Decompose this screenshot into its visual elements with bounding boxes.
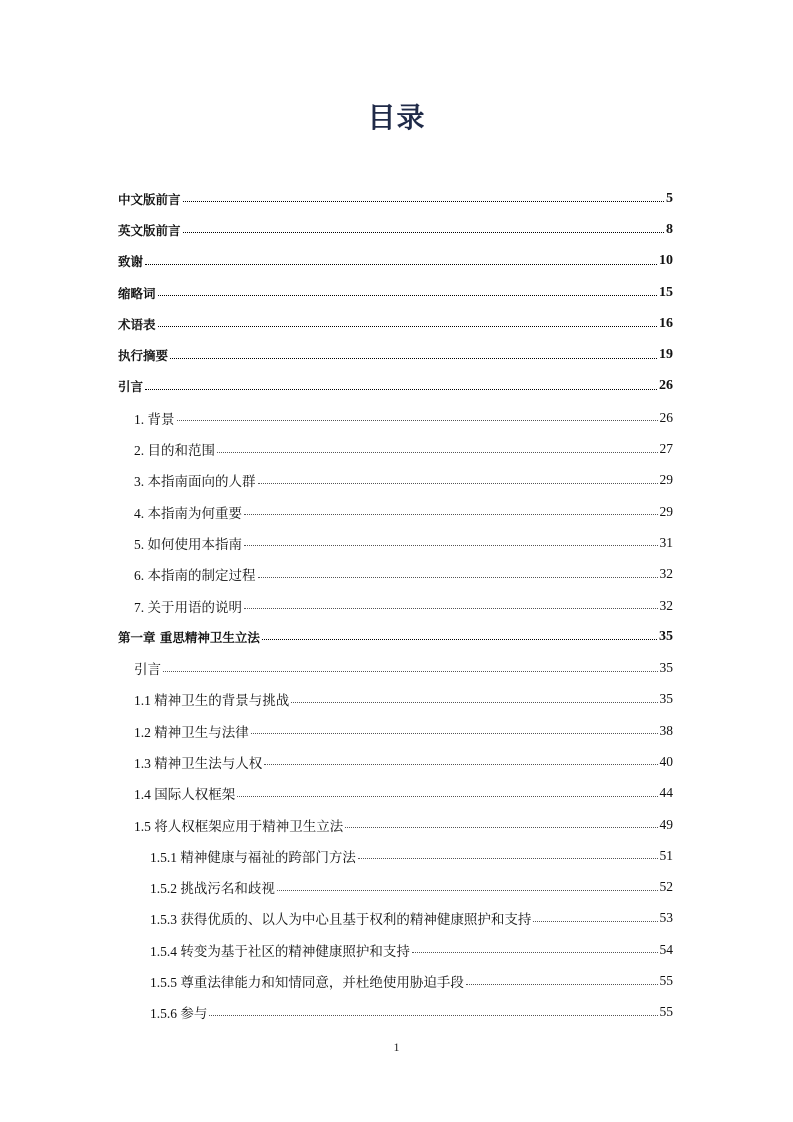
dot-leader [533, 921, 657, 922]
toc-entry-label: 1.4 国际人权框架 [134, 783, 237, 803]
toc-entry-label: 4. 本指南为何重要 [134, 502, 244, 522]
toc-entry[interactable] [118, 246, 673, 277]
dot-leader [258, 577, 658, 578]
dot-leader [345, 827, 657, 828]
dot-leader [183, 201, 664, 202]
toc-entry[interactable] [118, 527, 673, 558]
dot-leader [244, 545, 658, 546]
toc-entry[interactable] [118, 214, 673, 245]
toc-entry-page: 35 [659, 628, 673, 644]
toc-entry-page: 53 [659, 910, 673, 926]
dot-leader [466, 984, 658, 985]
toc-entry[interactable] [118, 402, 673, 433]
toc-entry[interactable] [118, 997, 673, 1028]
toc-entry-page: 10 [659, 253, 673, 269]
toc-entry-page: 16 [659, 315, 673, 331]
toc-entry-page: 51 [659, 847, 673, 863]
toc-entry[interactable] [118, 465, 673, 496]
toc-entry-page: 55 [659, 973, 673, 989]
page-number: 1 [393, 1040, 400, 1054]
toc-entry-page: 19 [659, 347, 673, 363]
toc-entry[interactable] [118, 809, 673, 840]
dot-leader [145, 264, 657, 265]
toc-entry-label: 中文版前言 [118, 191, 181, 207]
toc-entry-page: 31 [659, 534, 673, 550]
toc-entry-page: 32 [659, 597, 673, 613]
toc-entry-page: 35 [659, 660, 673, 676]
toc-entry[interactable] [118, 934, 673, 965]
table-of-contents [118, 183, 673, 1028]
toc-entry-page: 52 [659, 879, 673, 895]
toc-title: 目录 [367, 101, 426, 134]
toc-entry[interactable] [118, 652, 673, 683]
dot-leader [237, 796, 657, 797]
toc-entry[interactable] [118, 840, 673, 871]
toc-entry[interactable] [118, 496, 673, 527]
toc-entry-label: 执行摘要 [118, 348, 169, 364]
toc-entry-label: 1.2 精神卫生与法律 [134, 721, 251, 741]
toc-entry-page: 40 [659, 753, 673, 769]
toc-entry-page: 29 [659, 472, 673, 488]
dot-leader [170, 358, 657, 359]
toc-entry-label: 3. 本指南面向的人群 [134, 470, 258, 490]
toc-entry-page: 26 [659, 409, 673, 425]
toc-entry[interactable] [118, 277, 673, 308]
dot-leader [163, 671, 658, 672]
toc-entry-page: 5 [666, 190, 673, 206]
toc-entry-label: 5. 如何使用本指南 [134, 533, 244, 553]
toc-entry-label: 2. 目的和范围 [134, 439, 217, 459]
toc-entry-page: 29 [659, 503, 673, 519]
toc-entry-label: 7. 关于用语的说明 [134, 596, 244, 616]
toc-entry[interactable] [118, 778, 673, 809]
toc-entry-label: 缩略词 [118, 285, 156, 301]
toc-entry[interactable] [118, 746, 673, 777]
toc-entry[interactable] [118, 715, 673, 746]
dot-leader [244, 608, 658, 609]
dot-leader [264, 764, 657, 765]
toc-entry-label: 1.5.4 转变为基于社区的精神健康照护和支持 [150, 940, 412, 960]
toc-entry[interactable] [118, 183, 673, 214]
dot-leader [158, 295, 657, 296]
toc-entry-page: 35 [659, 691, 673, 707]
toc-entry-page: 32 [659, 566, 673, 582]
toc-entry-page: 55 [659, 1004, 673, 1020]
toc-entry[interactable] [118, 339, 673, 370]
dot-leader [158, 326, 657, 327]
toc-entry[interactable] [118, 965, 673, 996]
toc-entry-page: 54 [659, 941, 673, 957]
toc-entry-label: 第一章 重思精神卫生立法 [118, 629, 260, 645]
toc-entry[interactable] [118, 308, 673, 339]
toc-entry-label: 1.5.2 挑战污名和歧视 [150, 877, 277, 897]
dot-leader [209, 1015, 657, 1016]
dot-leader [244, 514, 658, 515]
toc-entry[interactable] [118, 903, 673, 934]
toc-entry-label: 1.1 精神卫生的背景与挑战 [134, 689, 291, 709]
toc-entry-label: 6. 本指南的制定过程 [134, 564, 258, 584]
toc-entry-label: 1.5.1 精神健康与福祉的跨部门方法 [150, 846, 358, 866]
toc-entry[interactable] [118, 559, 673, 590]
toc-entry-label: 1.5.6 参与 [150, 1002, 209, 1022]
toc-entry-label: 致谢 [118, 254, 144, 270]
dot-leader [251, 733, 658, 734]
dot-leader [291, 702, 657, 703]
toc-entry[interactable] [118, 684, 673, 715]
toc-entry[interactable] [118, 433, 673, 464]
toc-entry-label: 1. 背景 [134, 408, 177, 428]
toc-entry-label: 引言 [134, 658, 163, 678]
toc-entry-label: 1.5 将人权框架应用于精神卫生立法 [134, 815, 345, 835]
toc-entry-page: 49 [659, 816, 673, 832]
toc-entry[interactable] [118, 872, 673, 903]
toc-entry[interactable] [118, 590, 673, 621]
dot-leader [358, 858, 658, 859]
toc-entry-label: 术语表 [118, 316, 156, 332]
toc-entry-label: 1.5.5 尊重法律能力和知情同意，并杜绝使用胁迫手段 [150, 971, 466, 991]
toc-entry-page: 26 [659, 378, 673, 394]
toc-entry-label: 引言 [118, 379, 144, 395]
dot-leader [277, 890, 658, 891]
dot-leader [177, 420, 658, 421]
toc-entry[interactable] [118, 621, 673, 652]
dot-leader [412, 952, 658, 953]
toc-entry-page: 38 [659, 722, 673, 738]
toc-entry-page: 27 [659, 441, 673, 457]
dot-leader [217, 452, 658, 453]
dot-leader [258, 483, 658, 484]
toc-entry-page: 44 [659, 785, 673, 801]
toc-entry-label: 1.5.3 获得优质的、以人为中心且基于权利的精神健康照护和支持 [150, 908, 533, 928]
toc-entry-label: 英文版前言 [118, 222, 181, 238]
toc-entry[interactable] [118, 371, 673, 402]
toc-entry-page: 15 [659, 284, 673, 300]
dot-leader [183, 232, 664, 233]
dot-leader [145, 389, 657, 390]
toc-entry-page: 8 [666, 221, 673, 237]
toc-entry-label: 1.3 精神卫生法与人权 [134, 752, 264, 772]
dot-leader [262, 639, 657, 640]
